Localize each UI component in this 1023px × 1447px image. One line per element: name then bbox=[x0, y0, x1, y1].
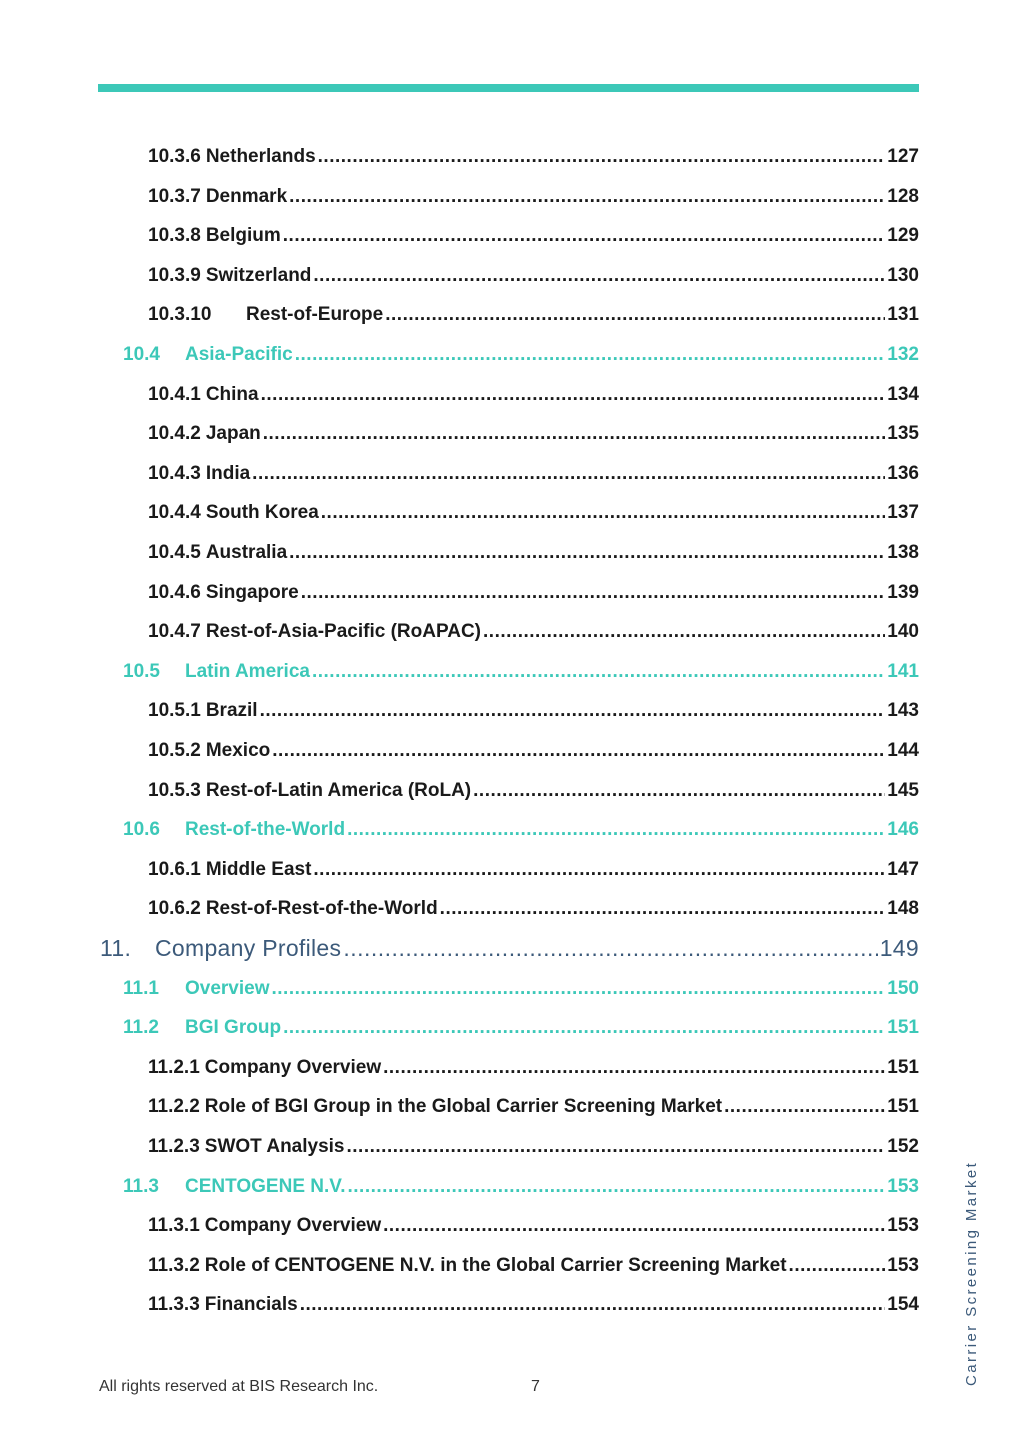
toc-entry[interactable] bbox=[100, 935, 919, 962]
toc-entry[interactable] bbox=[123, 978, 919, 1000]
toc-entry-page: 134 bbox=[887, 383, 919, 405]
toc-entry-title: Rest-of-Rest-of-the-World bbox=[205, 898, 438, 920]
toc-entry-page: 140 bbox=[887, 621, 919, 643]
toc-entry-number: 10.3.7 bbox=[148, 185, 201, 207]
toc-entry-number: 10.4.6 bbox=[148, 581, 201, 603]
toc-entry-number: 11.1 bbox=[123, 977, 159, 999]
toc-entry-page: 150 bbox=[887, 977, 919, 999]
toc-entry-title: Netherlands bbox=[205, 146, 316, 167]
toc-entry-number: 10.4.3 bbox=[148, 462, 201, 484]
toc-entry-page: 137 bbox=[887, 502, 919, 524]
toc-entry-title: South Korea bbox=[205, 502, 319, 524]
toc-dot-leader bbox=[347, 819, 885, 841]
toc-dot-leader bbox=[289, 542, 885, 564]
toc-entry-number: 11.2.1 bbox=[148, 1056, 200, 1078]
toc-dot-leader bbox=[440, 898, 886, 920]
toc-dot-leader bbox=[312, 661, 885, 683]
toc-entry-title: Mexico bbox=[205, 740, 271, 761]
toc-entry-number: 11.2 bbox=[123, 1017, 159, 1039]
toc-dot-leader bbox=[483, 621, 885, 643]
toc-entry-page: 147 bbox=[887, 858, 919, 880]
toc-entry[interactable] bbox=[148, 384, 919, 406]
toc-dot-leader bbox=[385, 304, 885, 326]
toc-entry-page: 151 bbox=[887, 1056, 919, 1078]
toc-dot-leader bbox=[283, 1017, 885, 1039]
toc-entry-title: Role of BGI Group in the Global Carrier Screening Market bbox=[204, 1096, 723, 1118]
toc-entry-number: 10.4.5 bbox=[148, 542, 201, 563]
toc-entry-title: Switzerland bbox=[205, 264, 312, 286]
toc-entry-title: Japan bbox=[205, 423, 261, 445]
toc-dot-leader bbox=[318, 146, 886, 168]
toc-entry-number: 10.3.6 bbox=[148, 146, 201, 167]
toc-entry-title: Australia bbox=[205, 542, 288, 563]
toc-entry-number: 11. bbox=[100, 935, 132, 961]
toc-entry-page: 153 bbox=[887, 1175, 919, 1197]
page-number: 7 bbox=[531, 1378, 540, 1395]
toc-dot-leader bbox=[473, 780, 885, 802]
toc-entry-page: 138 bbox=[887, 542, 919, 563]
toc-entry-title: Rest-of-Asia-Pacific (RoAPAC) bbox=[205, 621, 482, 643]
toc-entry-page: 144 bbox=[887, 740, 919, 761]
toc-entry-number: 10.5.3 bbox=[148, 779, 201, 801]
toc-entry-title: Overview bbox=[185, 977, 270, 999]
report-title-side-label: Carrier Screening Market bbox=[963, 1160, 980, 1386]
toc-entry-title: India bbox=[205, 462, 251, 484]
header-accent-rule bbox=[98, 84, 919, 92]
toc-entry[interactable] bbox=[148, 621, 919, 643]
toc-entry[interactable] bbox=[148, 542, 919, 564]
toc-dot-leader bbox=[295, 344, 886, 366]
toc-entry[interactable] bbox=[148, 780, 919, 802]
toc-entry-page: 153 bbox=[887, 1254, 919, 1276]
toc-entry-title: Denmark bbox=[205, 185, 288, 207]
toc-dot-leader bbox=[321, 502, 886, 524]
toc-entry[interactable] bbox=[148, 740, 919, 762]
toc-entry-title: Company Overview bbox=[204, 1056, 382, 1078]
toc-entry-page: 132 bbox=[887, 344, 919, 365]
toc-dot-leader bbox=[347, 1136, 886, 1158]
toc-entry[interactable] bbox=[148, 463, 919, 485]
toc-entry-title: Rest-of-Europe bbox=[246, 304, 384, 326]
toc-dot-leader bbox=[272, 740, 885, 762]
toc-entry-title: Company Overview bbox=[204, 1215, 382, 1237]
toc-entry-page: 151 bbox=[887, 1017, 919, 1039]
toc-entry-title: Singapore bbox=[205, 581, 299, 603]
toc-entry-page: 146 bbox=[887, 819, 919, 841]
toc-entry-title: CENTOGENE N.V. bbox=[185, 1175, 346, 1197]
toc-entry-title: Rest-of-the-World bbox=[185, 819, 346, 841]
toc-entry-title: Asia-Pacific bbox=[185, 344, 293, 365]
toc-entry[interactable] bbox=[148, 225, 919, 247]
toc-entry-number: 11.3.1 bbox=[148, 1215, 200, 1237]
toc-entry-number: 10.5 bbox=[123, 660, 160, 682]
toc-entry-title: Financials bbox=[204, 1294, 298, 1316]
toc-dot-leader bbox=[260, 700, 886, 722]
toc-entry-number: 11.3.2 bbox=[148, 1254, 200, 1276]
toc-entry-number: 11.2.3 bbox=[148, 1136, 200, 1157]
toc-dot-leader bbox=[348, 1176, 886, 1198]
toc-entry[interactable] bbox=[123, 661, 919, 683]
toc-entry-title: Latin America bbox=[185, 660, 310, 682]
toc-entry-page: 141 bbox=[887, 660, 919, 682]
toc-entry[interactable] bbox=[148, 859, 919, 881]
toc-entry-title: Company Profiles bbox=[155, 935, 342, 961]
toc-entry[interactable] bbox=[148, 1057, 919, 1079]
toc-entry[interactable] bbox=[123, 819, 919, 841]
toc-entry[interactable] bbox=[148, 1294, 919, 1316]
toc-dot-leader bbox=[313, 265, 885, 287]
toc-entry-number: 10.5.2 bbox=[148, 740, 201, 761]
toc-entry-number: 10.5.1 bbox=[148, 700, 201, 722]
toc-entry-page: 136 bbox=[887, 462, 919, 484]
toc-entry[interactable] bbox=[148, 898, 919, 920]
toc-entry-number: 10.4.2 bbox=[148, 423, 201, 445]
toc-entry[interactable] bbox=[148, 1215, 919, 1237]
toc-entry-number: 10.3.10 bbox=[148, 304, 212, 326]
toc-dot-leader bbox=[383, 1057, 885, 1079]
toc-entry-page: 135 bbox=[887, 423, 919, 445]
toc-entry[interactable] bbox=[148, 1255, 919, 1277]
toc-entry-number: 10.4.1 bbox=[148, 383, 201, 405]
toc-entry-page: 154 bbox=[887, 1294, 919, 1316]
toc-entry[interactable] bbox=[148, 265, 919, 287]
toc-entry-number: 10.4.7 bbox=[148, 621, 201, 643]
toc-entry-number: 10.4.4 bbox=[148, 502, 201, 524]
toc-entry-page: 148 bbox=[887, 898, 919, 920]
toc-entry[interactable] bbox=[123, 344, 919, 366]
toc-entry-number: 10.6 bbox=[123, 819, 160, 841]
toc-entry[interactable] bbox=[148, 582, 919, 604]
toc-dot-leader bbox=[261, 384, 886, 406]
toc-entry-number: 11.2.2 bbox=[148, 1096, 200, 1118]
toc-dot-leader bbox=[289, 186, 885, 208]
toc-entry-page: 139 bbox=[887, 581, 919, 603]
toc-entry-title: Brazil bbox=[205, 700, 258, 722]
toc-dot-leader bbox=[283, 225, 886, 247]
toc-entry[interactable] bbox=[148, 146, 919, 168]
toc-entry-page: 149 bbox=[879, 935, 919, 961]
toc-entry-title: Belgium bbox=[205, 225, 281, 247]
toc-entry-number: 11.3.3 bbox=[148, 1294, 200, 1316]
toc-dot-leader bbox=[301, 582, 886, 604]
toc-entry-page: 143 bbox=[887, 700, 919, 722]
toc-dot-leader bbox=[789, 1255, 886, 1277]
toc-entry-page: 145 bbox=[887, 779, 919, 801]
toc-dot-leader bbox=[724, 1096, 885, 1118]
toc-entry-title: Middle East bbox=[205, 858, 312, 880]
toc-entry-page: 153 bbox=[887, 1215, 919, 1237]
toc-dot-leader bbox=[252, 463, 885, 485]
toc-entry[interactable] bbox=[148, 700, 919, 722]
toc-entry[interactable] bbox=[148, 423, 919, 445]
toc-dot-leader bbox=[263, 423, 886, 445]
toc-entry-title: SWOT Analysis bbox=[204, 1136, 345, 1157]
toc-dot-leader bbox=[300, 1294, 886, 1316]
toc-entry-number: 10.3.8 bbox=[148, 225, 201, 247]
toc-entry-page: 128 bbox=[887, 185, 919, 207]
toc-entry[interactable] bbox=[148, 502, 919, 524]
toc-entry-number: 10.6.1 bbox=[148, 858, 201, 880]
toc-entry-page: 127 bbox=[887, 146, 919, 167]
toc-entry[interactable] bbox=[148, 1096, 919, 1118]
footer-copyright: All rights reserved at BIS Research Inc. bbox=[99, 1378, 379, 1395]
toc-entry-title: Rest-of-Latin America (RoLA) bbox=[205, 779, 472, 801]
toc-entry-number: 11.3 bbox=[123, 1175, 159, 1197]
toc-entry-title: Role of CENTOGENE N.V. in the Global Carrier Screening Market bbox=[204, 1254, 787, 1276]
toc-dot-leader bbox=[383, 1215, 885, 1237]
toc-entry-page: 131 bbox=[887, 304, 919, 326]
toc-entry[interactable] bbox=[148, 186, 919, 208]
toc-entry-number: 10.4 bbox=[123, 344, 160, 365]
toc-entry[interactable] bbox=[148, 1136, 919, 1158]
toc-entry[interactable] bbox=[123, 1176, 919, 1198]
toc-entry[interactable] bbox=[123, 1017, 919, 1039]
toc-dot-leader bbox=[272, 978, 886, 1000]
toc-entry-number: 10.6.2 bbox=[148, 898, 201, 920]
toc-entry-page: 129 bbox=[887, 225, 919, 247]
toc-entry-number: 10.3.9 bbox=[148, 264, 201, 286]
toc-entry-page: 152 bbox=[887, 1136, 919, 1157]
toc-entry-page: 130 bbox=[887, 264, 919, 286]
toc-entry[interactable] bbox=[148, 304, 919, 326]
toc-entry-page: 151 bbox=[887, 1096, 919, 1118]
toc-entry-title: China bbox=[205, 383, 259, 405]
toc-entry-title: BGI Group bbox=[185, 1017, 282, 1039]
toc-dot-leader bbox=[343, 935, 877, 962]
toc-dot-leader bbox=[313, 859, 885, 881]
